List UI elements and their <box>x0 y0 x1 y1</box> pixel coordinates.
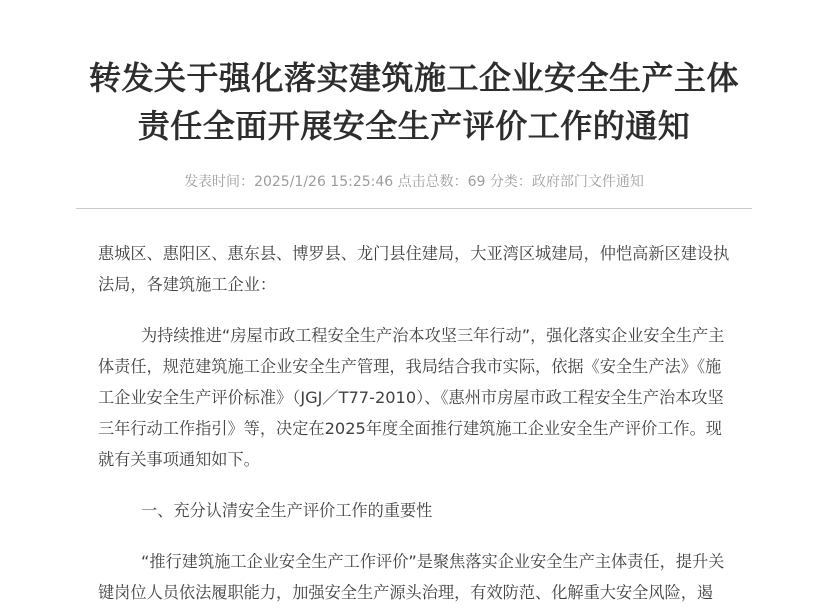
body-paragraph-salutation: 惠城区、惠阳区、惠东县、博罗县、龙门县住建局，大亚湾区城建局，仲恺高新区建设执法局，各建筑施工企业： <box>98 244 730 294</box>
body-paragraph-section-heading: 一、充分认清安全生产评价工作的重要性 <box>141 501 433 520</box>
body-paragraph-section-body: “推行建筑施工企业安全生产工作评价”是聚焦落实企业安全生产主体责任，提升关键岗位人员依法履职能力，加强安全生产源头治理，有效防范、化解重大安全风险，遏 <box>98 552 725 602</box>
publish-time-label: 发表时间： <box>184 174 255 190</box>
clicks-value: 69 <box>467 174 486 190</box>
category-value: 政府部门文件通知 <box>531 174 644 190</box>
article-content <box>76 208 752 608</box>
article-body <box>98 238 730 608</box>
publish-time-value: 2025/1/26 15:25:46 <box>254 174 394 190</box>
body-paragraph-intro: 为持续推进“房屋市政工程安全生产治本攻坚三年行动”，强化落实企业安全生产主体责任，规范建筑施工企业安全生产管理，我局结合我市实际，依据《安全生产法》《施工企业安全生产评价标准》（JGJ／T77-2010）、《惠州市房屋市政工程安全生产治本攻坚三年行动工作指引》等，决定在2025年度全面推行建筑施工企业安全生产评价工作。现就有关事项通知如下。 <box>98 326 725 469</box>
meta-line <box>0 172 828 192</box>
page-title: 转发关于强化落实建筑施工企业安全生产主体责任全面开展安全生产评价工作的通知 <box>88 59 739 145</box>
category-label: 分类： <box>489 174 532 190</box>
clicks-label: 点击总数： <box>397 174 468 190</box>
